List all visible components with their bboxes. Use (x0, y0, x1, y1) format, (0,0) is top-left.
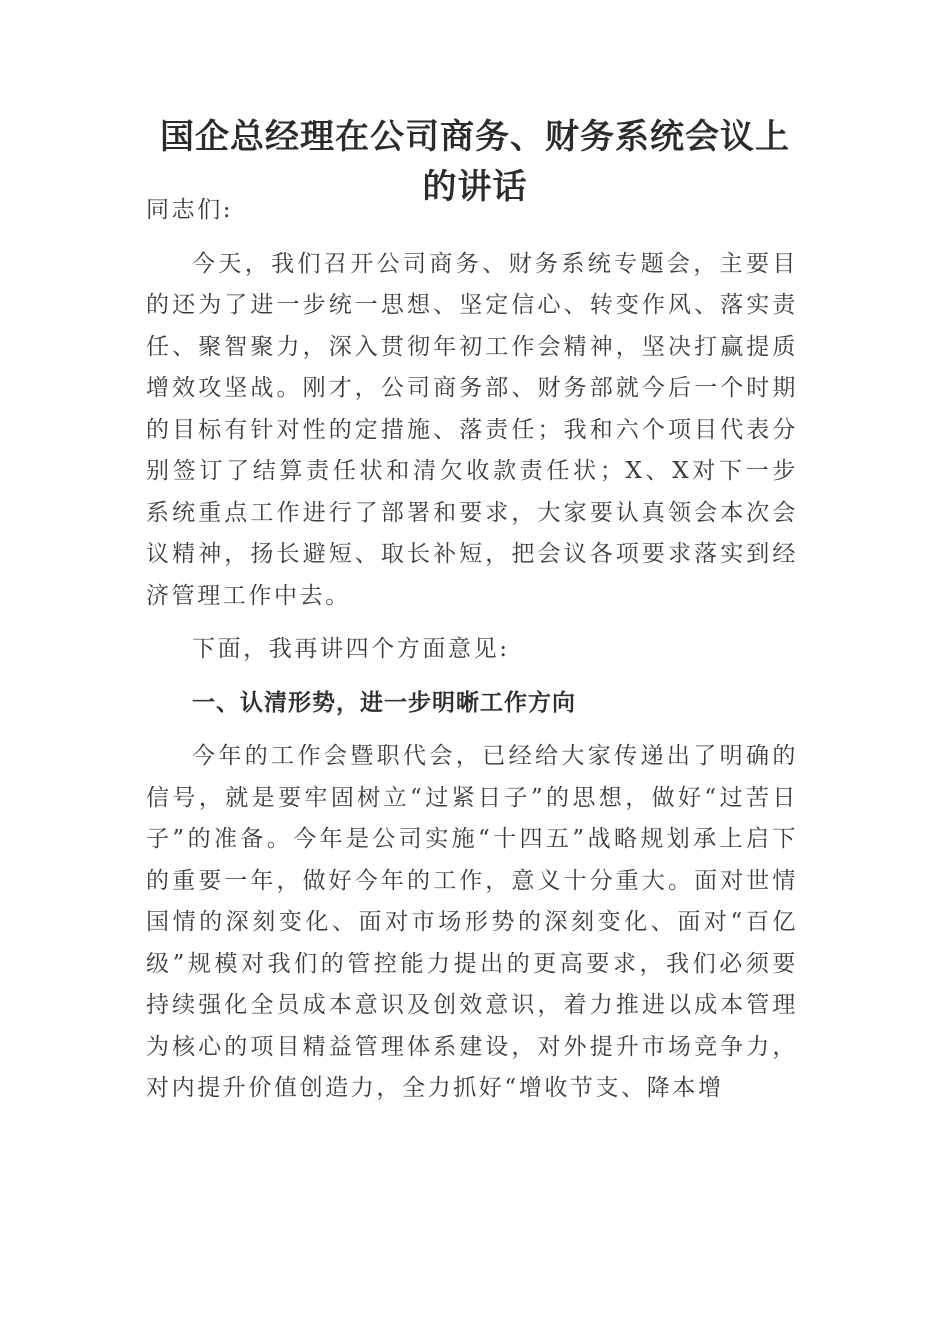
paragraph-transition: 下面，我再讲四个方面意见: (192, 636, 510, 662)
title-line-2: 的讲话 (422, 167, 528, 207)
section-1-paragraph: 今年的工作会暨职代会，已经给大家传递出了明确的信号，就是要牢固树立“过紧日子”的思想，做好“过苦日子”的准备。今年是公司实施“十四五”战略规划承上启下的重要一年，做好今年的工作，意义十分重大。面对世情国情的深刻变化、面对市场形势的深刻变化、面对“百亿级”规模对我们的管控能力提出的更高要求，我们必须要持续强化全员成本意识及创效意识，着力推进以成本管理为核心的项目精益管理体系建设，对外提升市场竞争力，对内提升价值创造力，全力抓好“增收节支、降本增 (146, 743, 798, 1101)
paragraph-intro: 今天，我们召开公司商务、财务系统专题会，主要目的还为了进一步统一思想、坚定信心、转变作风、落实责任、聚智聚力，深入贯彻年初工作会精神，坚决打赢提质增效攻坚战。刚才，公司商务部、财务部就今后一个时期的目标有针对性的定措施、落责任；我和六个项目代表分别签订了结算责任状和清欠收款责任状；X、X对下一步系统重点工作进行了部署和要求，大家要认真领会本次会议精神，扬长避短、取长补短，把会议各项要求落实到经济管理工作中去。 (146, 250, 798, 609)
greeting: 同志们: (146, 197, 234, 223)
document-body (146, 190, 798, 1122)
section-heading-1: 一、认清形势，进一步明晰工作方向 (192, 689, 576, 716)
title-line-1: 国企总经理在公司商务、财务系统会议上 (160, 117, 790, 157)
